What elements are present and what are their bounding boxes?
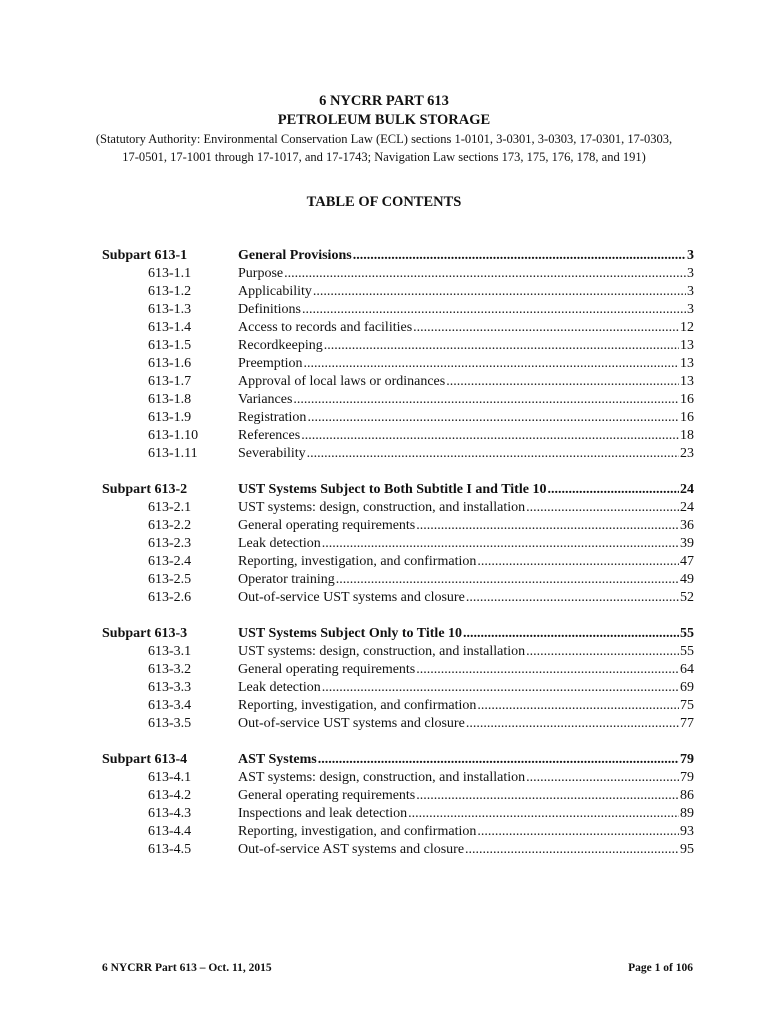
toc-section-row[interactable] bbox=[102, 805, 694, 823]
toc-entry-number: 613-3.4 bbox=[148, 698, 192, 713]
toc-entry-title: Purpose bbox=[238, 266, 284, 281]
dot-leader bbox=[413, 319, 679, 337]
toc-entry-title: UST systems: design, construction, and installation bbox=[238, 644, 526, 659]
toc-entry-link[interactable] bbox=[238, 715, 694, 733]
dot-leader bbox=[446, 373, 679, 391]
dot-leader bbox=[465, 841, 679, 859]
toc-entry-page: 18 bbox=[680, 428, 694, 443]
toc-entry-page: 55 bbox=[680, 644, 694, 659]
toc-entry-page: 3 bbox=[687, 302, 694, 317]
toc-entry-title: Recordkeeping bbox=[238, 338, 323, 353]
toc-entry-title: Registration bbox=[238, 410, 307, 425]
toc-entry-link[interactable] bbox=[238, 355, 694, 373]
toc-section-row[interactable] bbox=[102, 265, 694, 283]
dot-leader bbox=[293, 391, 679, 409]
dot-leader bbox=[318, 751, 679, 769]
statutory-authority-line-2: 17-0501, 17-1001 through 17-1017, and 17-1743; Navigation Law sections 173, 175, 176, 178, and 191) bbox=[122, 150, 646, 164]
toc-entry-page: 13 bbox=[680, 356, 694, 371]
toc-entry-title: Out-of-service AST systems and closure bbox=[238, 842, 465, 857]
toc-entry-number: 613-2.6 bbox=[148, 590, 192, 605]
dot-leader bbox=[477, 553, 679, 571]
toc-entry-page: 89 bbox=[680, 806, 694, 821]
toc-entry-number: 613-1.7 bbox=[148, 374, 192, 389]
toc-entry-link[interactable] bbox=[238, 823, 694, 841]
toc-entry-link[interactable] bbox=[238, 535, 694, 553]
toc-entry-number: 613-1.1 bbox=[148, 266, 192, 281]
toc-heading: TABLE OF CONTENTS bbox=[306, 194, 462, 210]
toc-entry-link[interactable] bbox=[238, 391, 694, 409]
toc-entry-title: Out-of-service UST systems and closure bbox=[238, 590, 465, 605]
dot-leader bbox=[526, 769, 679, 787]
table-of-contents bbox=[102, 247, 694, 877]
dot-leader bbox=[416, 661, 679, 679]
toc-section-row[interactable] bbox=[102, 355, 694, 373]
toc-section-row[interactable] bbox=[102, 571, 694, 589]
toc-entry-page: 55 bbox=[680, 626, 694, 641]
toc-entry-number: 613-4.5 bbox=[148, 842, 192, 857]
toc-entry-page: 36 bbox=[680, 518, 694, 533]
toc-entry-link[interactable] bbox=[238, 805, 694, 823]
toc-entry-link[interactable] bbox=[238, 373, 694, 391]
toc-entry-number: 613-3.3 bbox=[148, 680, 192, 695]
dot-leader bbox=[466, 589, 679, 607]
dot-leader bbox=[336, 571, 679, 589]
toc-entry-title: Operator training bbox=[238, 572, 335, 587]
toc-section-row[interactable] bbox=[102, 841, 694, 859]
toc-entry-title: Inspections and leak detection bbox=[238, 806, 408, 821]
dot-leader bbox=[526, 499, 679, 517]
toc-entry-link[interactable] bbox=[238, 337, 694, 355]
toc-entry-title: Leak detection bbox=[238, 680, 321, 695]
toc-entry-title: AST systems: design, construction, and installation bbox=[238, 770, 526, 785]
toc-entry-number: Subpart 613-1 bbox=[102, 248, 188, 263]
toc-entry-page: 12 bbox=[680, 320, 694, 335]
toc-entry-number: Subpart 613-3 bbox=[102, 626, 188, 641]
toc-entry-page: 79 bbox=[680, 752, 694, 767]
dot-leader bbox=[408, 805, 679, 823]
toc-entry-title: General operating requirements bbox=[238, 518, 416, 533]
toc-entry-title: UST Systems Subject to Both Subtitle I and Title 10 bbox=[238, 482, 547, 497]
toc-section-row[interactable] bbox=[102, 445, 694, 463]
toc-entry-page: 16 bbox=[680, 392, 694, 407]
toc-section-row[interactable] bbox=[102, 535, 694, 553]
dot-leader bbox=[416, 787, 679, 805]
toc-entry-link[interactable] bbox=[238, 679, 694, 697]
dot-leader bbox=[477, 697, 679, 715]
toc-entry-title: General operating requirements bbox=[238, 662, 416, 677]
dot-leader bbox=[477, 823, 679, 841]
toc-entry-page: 24 bbox=[680, 500, 694, 515]
toc-entry-link[interactable] bbox=[238, 247, 694, 265]
toc-entry-number: 613-1.9 bbox=[148, 410, 192, 425]
toc-entry-page: 39 bbox=[680, 536, 694, 551]
toc-subpart-block bbox=[102, 625, 694, 733]
toc-entry-number: 613-1.8 bbox=[148, 392, 192, 407]
toc-section-row[interactable] bbox=[102, 409, 694, 427]
toc-entry-number: 613-1.4 bbox=[148, 320, 192, 335]
dot-leader bbox=[466, 715, 679, 733]
toc-entry-link[interactable] bbox=[238, 769, 694, 787]
toc-section-row[interactable] bbox=[102, 391, 694, 409]
toc-entry-title: General operating requirements bbox=[238, 788, 416, 803]
toc-entry-title: References bbox=[238, 428, 301, 443]
toc-entry-number: 613-2.2 bbox=[148, 518, 192, 533]
toc-entry-page: 93 bbox=[680, 824, 694, 839]
document-title: 6 NYCRR PART 613 bbox=[319, 93, 449, 109]
toc-entry-number: 613-1.11 bbox=[148, 446, 198, 461]
toc-entry-link[interactable] bbox=[238, 787, 694, 805]
dot-leader bbox=[526, 643, 679, 661]
toc-entry-number: 613-2.1 bbox=[148, 500, 192, 515]
toc-entry-page: 52 bbox=[680, 590, 694, 605]
toc-entry-title: Preemption bbox=[238, 356, 303, 371]
toc-section-row[interactable] bbox=[102, 661, 694, 679]
toc-entry-title: Reporting, investigation, and confirmation bbox=[238, 554, 477, 569]
dot-leader bbox=[302, 301, 686, 319]
toc-section-row[interactable] bbox=[102, 715, 694, 733]
toc-entry-link[interactable] bbox=[238, 427, 694, 445]
toc-entry-title: Access to records and facilities bbox=[238, 320, 413, 335]
toc-entry-title: Approval of local laws or ordinances bbox=[238, 374, 446, 389]
toc-entry-number: 613-1.3 bbox=[148, 302, 192, 317]
toc-entry-page: 69 bbox=[680, 680, 694, 695]
toc-entry-title: UST Systems Subject Only to Title 10 bbox=[238, 626, 463, 641]
dot-leader bbox=[301, 427, 679, 445]
toc-entry-title: Out-of-service UST systems and closure bbox=[238, 716, 465, 731]
toc-entry-page: 16 bbox=[680, 410, 694, 425]
toc-entry-number: 613-2.5 bbox=[148, 572, 192, 587]
toc-entry-link[interactable] bbox=[238, 589, 694, 607]
toc-entry-link[interactable] bbox=[238, 571, 694, 589]
toc-entry-link[interactable] bbox=[238, 643, 694, 661]
toc-subpart-row[interactable] bbox=[102, 481, 694, 499]
toc-entry-page: 86 bbox=[680, 788, 694, 803]
toc-entry-link[interactable] bbox=[238, 841, 694, 859]
toc-entry-page: 77 bbox=[680, 716, 694, 731]
toc-entry-number: 613-4.3 bbox=[148, 806, 192, 821]
toc-section-row[interactable] bbox=[102, 319, 694, 337]
toc-section-row[interactable] bbox=[102, 787, 694, 805]
toc-entry-link[interactable] bbox=[238, 553, 694, 571]
toc-section-row[interactable] bbox=[102, 823, 694, 841]
toc-section-row[interactable] bbox=[102, 679, 694, 697]
toc-entry-link[interactable] bbox=[238, 517, 694, 535]
page-footer bbox=[102, 962, 693, 974]
dot-leader bbox=[284, 265, 686, 283]
toc-entry-number: 613-4.4 bbox=[148, 824, 192, 839]
dot-leader bbox=[304, 355, 679, 373]
toc-entry-page: 95 bbox=[680, 842, 694, 857]
toc-entry-number: 613-1.6 bbox=[148, 356, 192, 371]
toc-entry-link[interactable] bbox=[238, 625, 694, 643]
toc-section-row[interactable] bbox=[102, 337, 694, 355]
toc-entry-title: UST systems: design, construction, and installation bbox=[238, 500, 526, 515]
toc-entry-number: 613-3.5 bbox=[148, 716, 192, 731]
dot-leader bbox=[307, 409, 679, 427]
footer-page-number: Page 1 of 106 bbox=[628, 962, 693, 974]
toc-section-row[interactable] bbox=[102, 427, 694, 445]
toc-section-row[interactable] bbox=[102, 373, 694, 391]
dot-leader bbox=[353, 247, 686, 265]
toc-entry-number: 613-3.1 bbox=[148, 644, 192, 659]
dot-leader bbox=[322, 679, 679, 697]
footer-document-date: 6 NYCRR Part 613 – Oct. 11, 2015 bbox=[102, 962, 272, 974]
toc-section-row[interactable] bbox=[102, 283, 694, 301]
toc-entry-page: 75 bbox=[680, 698, 694, 713]
toc-section-row[interactable] bbox=[102, 499, 694, 517]
toc-entry-title: Applicability bbox=[238, 284, 312, 299]
toc-subpart-row[interactable] bbox=[102, 625, 694, 643]
toc-subpart-block bbox=[102, 247, 694, 463]
toc-subpart-block bbox=[102, 481, 694, 607]
toc-entry-page: 23 bbox=[680, 446, 694, 461]
toc-entry-link[interactable] bbox=[238, 697, 694, 715]
toc-entry-link[interactable] bbox=[238, 661, 694, 679]
toc-entry-number: 613-3.2 bbox=[148, 662, 192, 677]
toc-entry-number: 613-4.2 bbox=[148, 788, 192, 803]
dot-leader bbox=[313, 283, 686, 301]
toc-entry-number: 613-2.4 bbox=[148, 554, 192, 569]
toc-entry-link[interactable] bbox=[238, 409, 694, 427]
toc-entry-link[interactable] bbox=[238, 301, 694, 319]
toc-entry-link[interactable] bbox=[238, 751, 694, 769]
toc-entry-title: Reporting, investigation, and confirmation bbox=[238, 698, 477, 713]
toc-entry-title: AST Systems bbox=[238, 752, 317, 767]
toc-entry-page: 3 bbox=[687, 284, 694, 299]
toc-entry-page: 79 bbox=[680, 770, 694, 785]
toc-subpart-block bbox=[102, 751, 694, 859]
dot-leader bbox=[416, 517, 679, 535]
toc-entry-number: 613-2.3 bbox=[148, 536, 192, 551]
toc-entry-page: 47 bbox=[680, 554, 694, 569]
toc-section-row[interactable] bbox=[102, 553, 694, 571]
toc-entry-page: 3 bbox=[687, 266, 694, 281]
toc-entry-page: 49 bbox=[680, 572, 694, 587]
toc-entry-link[interactable] bbox=[238, 499, 694, 517]
toc-entry-number: 613-1.2 bbox=[148, 284, 192, 299]
toc-entry-link[interactable] bbox=[238, 445, 694, 463]
toc-entry-page: 64 bbox=[680, 662, 694, 677]
toc-entry-link[interactable] bbox=[238, 283, 694, 301]
statutory-authority-line-1: (Statutory Authority: Environmental Conservation Law (ECL) sections 1-0101, 3-0301, 3-0303, 17-0301, 17-0303, bbox=[95, 132, 673, 146]
toc-entry-number: 613-1.5 bbox=[148, 338, 192, 353]
dot-leader bbox=[547, 481, 679, 499]
dot-leader bbox=[307, 445, 679, 463]
toc-entry-title: Definitions bbox=[238, 302, 301, 317]
toc-entry-page: 13 bbox=[680, 338, 694, 353]
document-subtitle: PETROLEUM BULK STORAGE bbox=[277, 112, 491, 128]
toc-entry-number: Subpart 613-2 bbox=[102, 482, 188, 497]
toc-entry-title: Severability bbox=[238, 446, 306, 461]
dot-leader bbox=[463, 625, 679, 643]
toc-entry-title: Leak detection bbox=[238, 536, 321, 551]
dot-leader bbox=[324, 337, 679, 355]
toc-section-row[interactable] bbox=[102, 589, 694, 607]
toc-entry-number: Subpart 613-4 bbox=[102, 752, 188, 767]
toc-section-row[interactable] bbox=[102, 769, 694, 787]
toc-subpart-row[interactable] bbox=[102, 751, 694, 769]
document-header bbox=[0, 92, 768, 166]
toc-entry-link[interactable] bbox=[238, 319, 694, 337]
toc-entry-number: 613-4.1 bbox=[148, 770, 192, 785]
toc-entry-link[interactable] bbox=[238, 481, 694, 499]
toc-section-row[interactable] bbox=[102, 643, 694, 661]
toc-subpart-row[interactable] bbox=[102, 247, 694, 265]
toc-entry-number: 613-1.10 bbox=[148, 428, 199, 443]
toc-entry-page: 24 bbox=[680, 482, 694, 497]
toc-entry-page: 13 bbox=[680, 374, 694, 389]
toc-section-row[interactable] bbox=[102, 697, 694, 715]
toc-entry-page: 3 bbox=[687, 248, 694, 263]
toc-entry-title: General Provisions bbox=[238, 248, 352, 263]
toc-entry-link[interactable] bbox=[238, 265, 694, 283]
toc-entry-title: Variances bbox=[238, 392, 293, 407]
toc-entry-title: Reporting, investigation, and confirmation bbox=[238, 824, 477, 839]
toc-section-row[interactable] bbox=[102, 301, 694, 319]
toc-section-row[interactable] bbox=[102, 517, 694, 535]
dot-leader bbox=[322, 535, 679, 553]
